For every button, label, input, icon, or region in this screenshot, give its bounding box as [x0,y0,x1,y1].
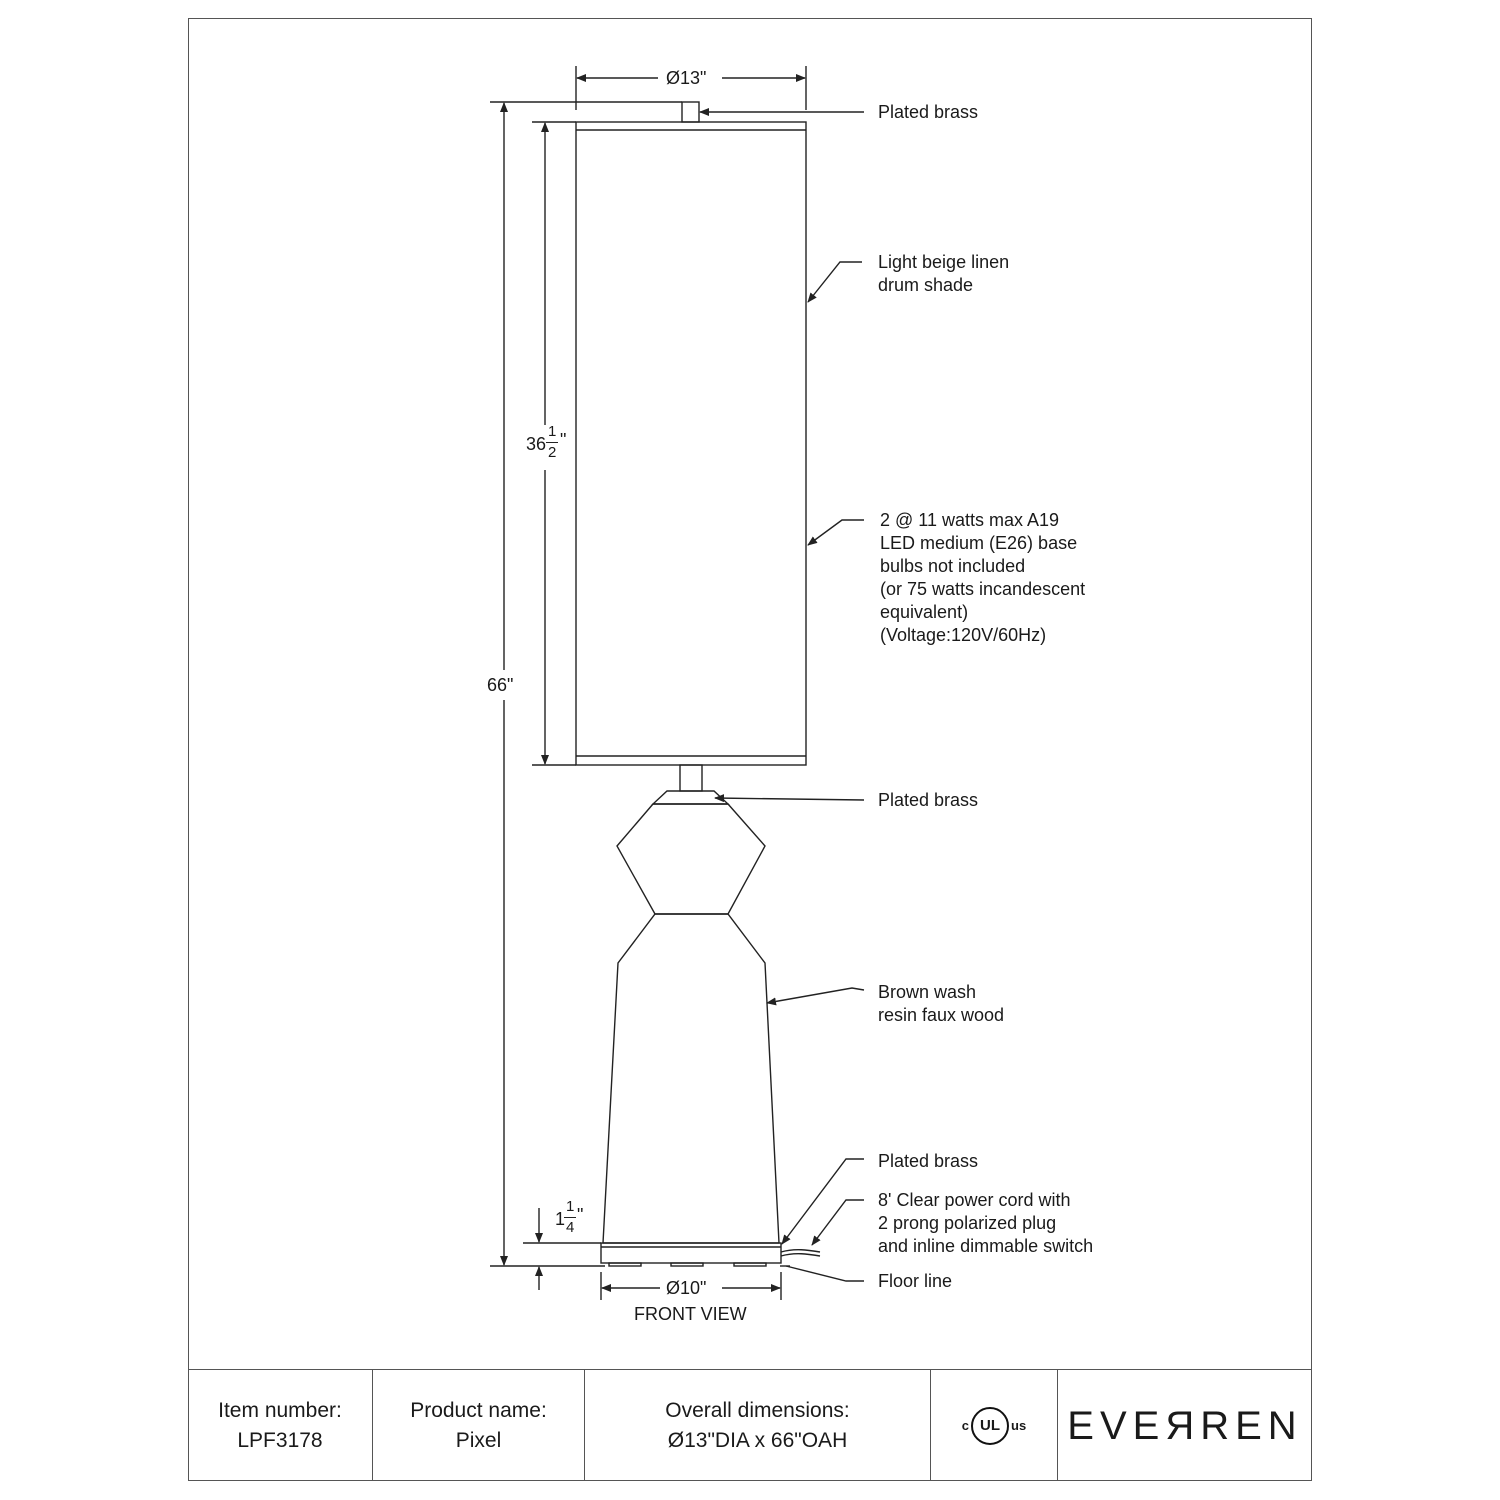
lamp-body-upper [617,804,765,914]
brand-cell [1058,1370,1312,1481]
callout-body: Brown wash resin faux wood [878,982,1005,1025]
shade-diameter-label: Ø13" [666,68,707,88]
lamp-neck [680,765,702,791]
ul-logo-icon: UL [971,1407,1009,1445]
dimensions-cell [585,1370,931,1481]
brand-logo: EVEЯREN [1067,1403,1303,1448]
shade-height-fraction-bar [546,442,558,443]
leader-floor [786,1266,864,1281]
callout-bulb: 2 @ 11 watts max A19 LED medium (E26) base bulbs not included (or 75 watts incandescent equivalent) (Voltage:120V/60Hz) [880,510,1086,645]
ul-certification-cell [931,1370,1058,1481]
base-height-fraction-bar [564,1217,576,1218]
base-diameter-label: Ø10" [666,1278,707,1298]
shade-height-inch: " [560,430,567,450]
power-cord [781,1250,820,1252]
drum-shade [576,122,806,765]
shade-height-denominator: 2 [548,444,557,461]
view-label: FRONT VIEW [634,1304,747,1324]
callout-base: Plated brass [878,1151,979,1171]
item-number-cell [188,1370,373,1481]
base-height-denominator: 4 [566,1219,575,1236]
overall-height-label: 66" [487,675,514,695]
cert-us: us [1011,1418,1027,1433]
dimensions-label: Overall dimensions: [665,1398,850,1422]
shade-height-numerator: 1 [548,423,557,440]
base-plate [601,1243,781,1263]
leader-body [767,988,864,1003]
callout-collar: Plated brass [878,790,979,810]
cert-c: c [961,1418,970,1433]
leader-collar [715,798,864,800]
callout-floor: Floor line [878,1271,953,1291]
item-number-value: LPF3178 [237,1428,323,1452]
product-name-cell [373,1370,585,1481]
callout-finial: Plated brass [878,102,979,122]
item-number-label: Item number: [218,1398,342,1422]
base-height-inch: " [577,1205,584,1225]
callout-shade: Light beige linen drum shade [878,252,1010,295]
base-height-whole: 1 [555,1209,566,1229]
leader-shade [808,262,862,302]
callout-cord: 8' Clear power cord with 2 prong polarized plug and inline dimmable switch [878,1190,1094,1256]
title-block [188,1369,1312,1481]
lamp-body-lower [603,914,779,1243]
base-height-numerator: 1 [566,1198,575,1215]
dimensions-value: Ø13"DIA x 66"OAH [667,1428,848,1452]
shade-height-whole: 36 [526,434,547,454]
leader-cord [812,1200,864,1245]
leader-bulb [808,520,864,545]
product-name-label: Product name: [410,1398,547,1422]
product-name-value: Pixel [455,1428,502,1452]
finial [682,102,699,122]
